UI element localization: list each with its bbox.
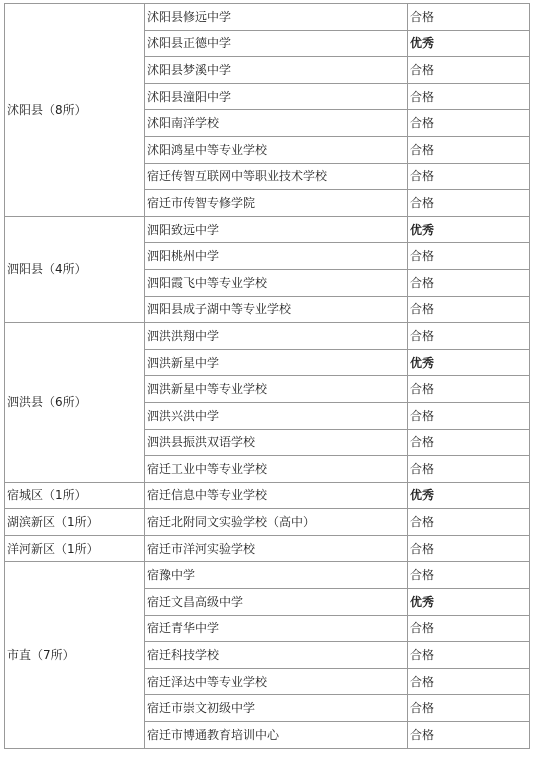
school-name-cell: 宿迁青华中学 xyxy=(145,615,408,642)
rating-cell: 合格 xyxy=(408,429,530,456)
rating-cell: 优秀 xyxy=(408,482,530,509)
rating-cell: 合格 xyxy=(408,642,530,669)
rating-cell: 合格 xyxy=(408,4,530,31)
school-name-cell: 宿迁市崇文初级中学 xyxy=(145,695,408,722)
school-name-cell: 宿豫中学 xyxy=(145,562,408,589)
school-name-cell: 沭阳县潼阳中学 xyxy=(145,83,408,110)
school-name-cell: 宿迁信息中等专业学校 xyxy=(145,482,408,509)
school-name-cell: 泗阳县成子湖中等专业学校 xyxy=(145,296,408,323)
school-name-cell: 宿迁北附同文实验学校（高中） xyxy=(145,509,408,536)
school-name-cell: 沭阳县正德中学 xyxy=(145,30,408,57)
rating-cell: 合格 xyxy=(408,402,530,429)
table-row xyxy=(5,323,530,350)
region-cell: 市直（7所） xyxy=(5,562,145,748)
table-row xyxy=(5,482,530,509)
rating-cell: 合格 xyxy=(408,562,530,589)
region-cell: 泗阳县（4所） xyxy=(5,216,145,322)
school-name-cell: 泗洪新星中学 xyxy=(145,349,408,376)
region-cell: 沭阳县（8所） xyxy=(5,4,145,217)
school-name-cell: 宿迁市博通教育培训中心 xyxy=(145,722,408,749)
school-name-cell: 沭阳县梦溪中学 xyxy=(145,57,408,84)
school-name-cell: 泗阳致远中学 xyxy=(145,216,408,243)
table-row xyxy=(5,535,530,562)
rating-cell: 优秀 xyxy=(408,30,530,57)
rating-cell: 合格 xyxy=(408,269,530,296)
school-name-cell: 宿迁工业中等专业学校 xyxy=(145,456,408,483)
school-name-cell: 泗阳桃州中学 xyxy=(145,243,408,270)
region-cell: 湖滨新区（1所） xyxy=(5,509,145,536)
school-name-cell: 宿迁传智互联网中等职业技术学校 xyxy=(145,163,408,190)
rating-cell: 合格 xyxy=(408,136,530,163)
table-row xyxy=(5,562,530,589)
table-row xyxy=(5,4,530,31)
school-name-cell: 沭阳南洋学校 xyxy=(145,110,408,137)
rating-cell: 合格 xyxy=(408,722,530,749)
rating-cell: 优秀 xyxy=(408,349,530,376)
region-cell: 泗洪县（6所） xyxy=(5,323,145,483)
school-name-cell: 宿迁市洋河实验学校 xyxy=(145,535,408,562)
school-name-cell: 宿迁文昌高级中学 xyxy=(145,589,408,616)
rating-cell: 合格 xyxy=(408,615,530,642)
rating-cell: 合格 xyxy=(408,110,530,137)
rating-cell: 合格 xyxy=(408,243,530,270)
region-cell: 洋河新区（1所） xyxy=(5,535,145,562)
rating-cell: 合格 xyxy=(408,376,530,403)
school-name-cell: 泗洪兴洪中学 xyxy=(145,402,408,429)
table-body xyxy=(5,4,530,749)
rating-cell: 合格 xyxy=(408,509,530,536)
rating-cell: 合格 xyxy=(408,535,530,562)
rating-cell: 合格 xyxy=(408,695,530,722)
rating-cell: 合格 xyxy=(408,163,530,190)
table-row xyxy=(5,509,530,536)
school-name-cell: 宿迁市传智专修学院 xyxy=(145,190,408,217)
school-name-cell: 沭阳县修远中学 xyxy=(145,4,408,31)
rating-cell: 合格 xyxy=(408,57,530,84)
school-name-cell: 泗洪县振洪双语学校 xyxy=(145,429,408,456)
rating-cell: 合格 xyxy=(408,190,530,217)
school-name-cell: 沭阳鸿星中等专业学校 xyxy=(145,136,408,163)
school-rating-table xyxy=(4,3,530,749)
school-name-cell: 泗洪洪翔中学 xyxy=(145,323,408,350)
school-name-cell: 泗洪新星中等专业学校 xyxy=(145,376,408,403)
rating-cell: 优秀 xyxy=(408,216,530,243)
rating-cell: 合格 xyxy=(408,323,530,350)
region-cell: 宿城区（1所） xyxy=(5,482,145,509)
rating-cell: 合格 xyxy=(408,83,530,110)
table-row xyxy=(5,216,530,243)
rating-cell: 优秀 xyxy=(408,589,530,616)
rating-cell: 合格 xyxy=(408,456,530,483)
school-name-cell: 宿迁泽达中等专业学校 xyxy=(145,668,408,695)
rating-cell: 合格 xyxy=(408,668,530,695)
rating-cell: 合格 xyxy=(408,296,530,323)
school-name-cell: 泗阳霞飞中等专业学校 xyxy=(145,269,408,296)
school-name-cell: 宿迁科技学校 xyxy=(145,642,408,669)
